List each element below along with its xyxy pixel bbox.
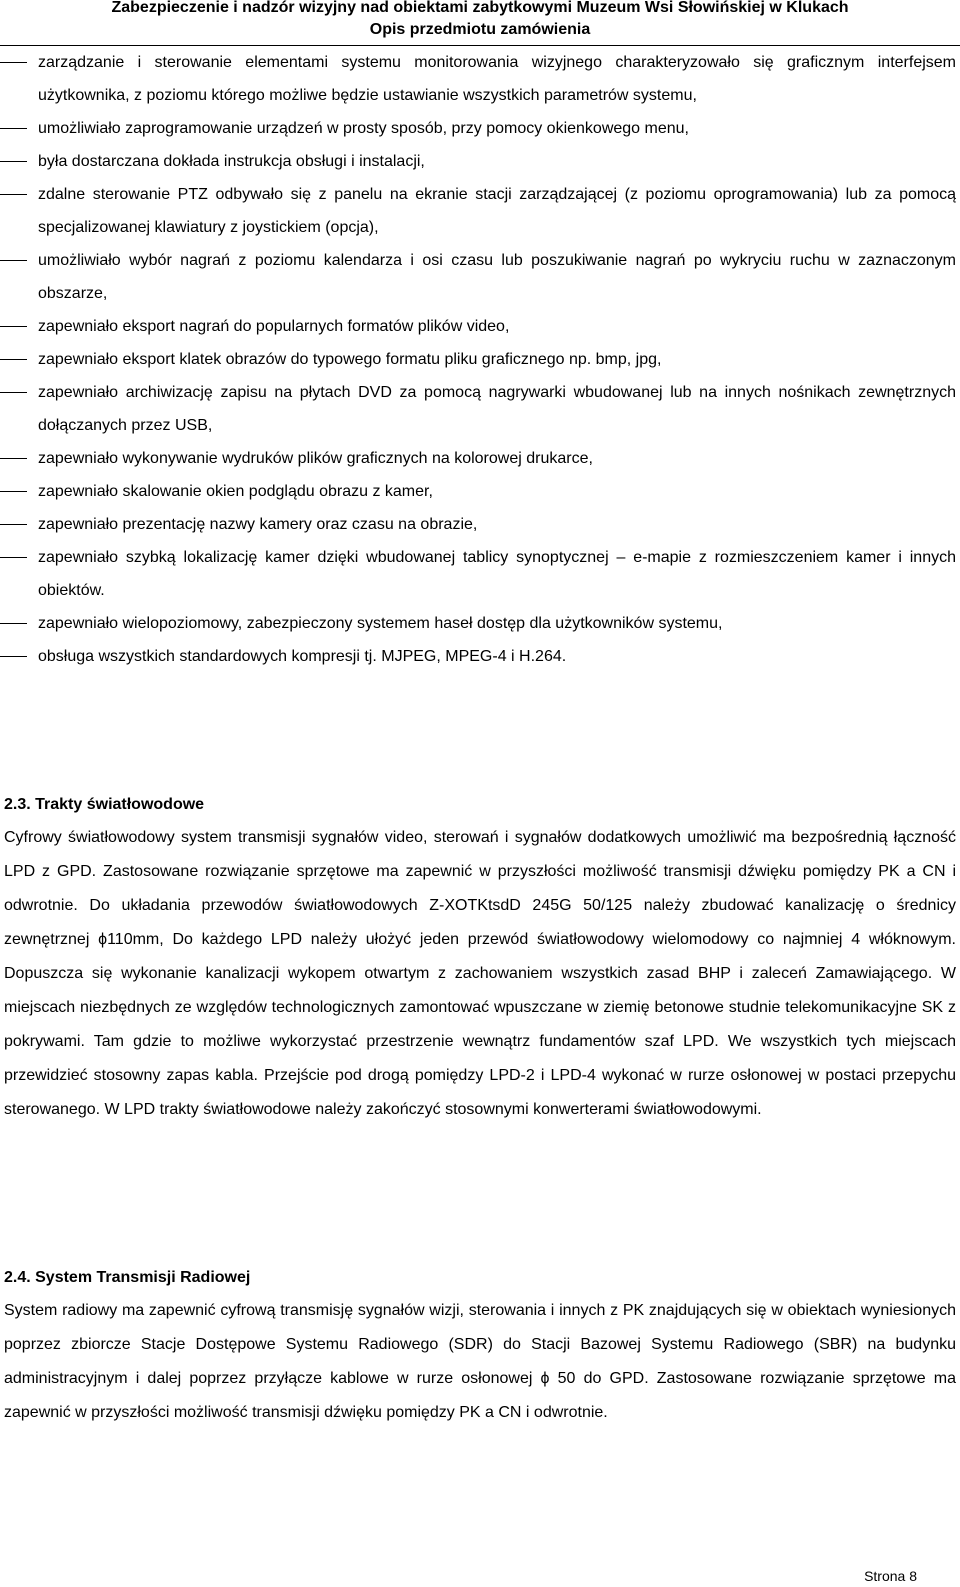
list-item: była dostarczana dokłada instrukcja obsługi i instalacji,	[0, 145, 956, 178]
section-body: System radiowy ma zapewnić cyfrową transmisję sygnałów wizji, sterowania i innych z PK znajdujących się w obiektach wyniesionych poprzez zbiorcze Stacje Dostępowe Systemu Radiowego (SDR) do Stacji Bazowej Systemu Radiowego (SBR) na budynku administracyjnym i dalej poprzez przyłącze kablowe w rurze osłonowej ϕ 50 do GPD. Zastosowane rozwiązanie sprzętowe ma zapewnić w przyszłości możliwość transmisji dźwięku pomiędzy PK a CN i odwrotnie.	[4, 1302, 956, 1421]
list-item: umożliwiało wybór nagrań z poziomu kalendarza i osi czasu lub poszukiwanie nagrań po wykryciu ruchu w zaznaczonym obszarze,	[0, 244, 956, 310]
list-item: zarządzanie i sterowanie elementami systemu monitorowania wizyjnego charakteryzowało się graficznym interfejsem użytkownika, z poziomu którego możliwe będzie ustawianie wszystkich parametrów systemu,	[0, 46, 956, 112]
dash-bullet	[0, 359, 27, 360]
dash-bullet	[0, 557, 27, 558]
document-title: Zabezpieczenie i nadzór wizyjny nad obiektami zabytkowymi Muzeum Wsi Słowińskiej w Klukach	[111, 0, 849, 16]
page-number: Strona 8	[864, 1568, 917, 1584]
dash-bullet	[0, 491, 27, 492]
requirements-list	[0, 46, 956, 673]
list-item: zapewniało wielopoziomowy, zabezpieczony systemem haseł dostęp dla użytkowników systemu,	[0, 607, 956, 640]
list-item: zapewniało archiwizację zapisu na płytach DVD za pomocą nagrywarki wbudowanej lub na innych nośnikach zewnętrznych dołączanych przez USB,	[0, 376, 956, 442]
section-trakty-swiatlowodowe	[4, 788, 956, 1127]
list-item: zapewniało wykonywanie wydruków plików graficznych na kolorowej drukarce,	[0, 442, 956, 475]
dash-bullet	[0, 458, 27, 459]
list-item: zapewniało szybką lokalizację kamer dzięki wbudowanej tablicy synoptycznej – e-mapie z rozmieszczeniem kamer i innych obiektów.	[0, 541, 956, 607]
dash-bullet	[0, 260, 27, 261]
list-item: obsługa wszystkich standardowych kompresji tj. MJPEG, MPEG-4 i H.264.	[0, 640, 956, 673]
list-item: zapewniało prezentację nazwy kamery oraz czasu na obrazie,	[0, 508, 956, 541]
dash-bullet	[0, 62, 27, 63]
dash-bullet	[0, 656, 27, 657]
section-heading: 2.3. Trakty światłowodowe	[4, 796, 205, 813]
dash-bullet	[0, 161, 27, 162]
dash-bullet	[0, 392, 27, 393]
list-item: zapewniało eksport nagrań do popularnych formatów plików video,	[0, 310, 956, 343]
document-subtitle: Opis przedmiotu zamówienia	[369, 21, 591, 38]
list-item: zapewniało skalowanie okien podglądu obrazu z kamer,	[0, 475, 956, 508]
list-item: zapewniało eksport klatek obrazów do typowego formatu pliku graficznego np. bmp, jpg,	[0, 343, 956, 376]
dash-bullet	[0, 194, 27, 195]
section-system-transmisji-radiowej	[4, 1261, 956, 1430]
section-body: Cyfrowy światłowodowy system transmisji sygnałów video, sterowań i sygnałów dodatkowych umożliwić ma bezpośrednią łączność LPD z GPD. Zastosowane rozwiązanie sprzętowe ma zapewnić w przyszłości możliwość transmisji dźwięku pomiędzy PK a CN i odwrotnie. Do układania przewodów światłowodowych Z-XOTKtsdD 245G 50/125 należy zbudować kanalizację o średnicy zewnętrznej ϕ110mm, Do każdego LPD należy ułożyć jeden przewód światłowodowy wielomodowy co najmniej 4 włóknowym. Dopuszcza się wykonanie kanalizacji wykopem otwartym z zachowaniem wszystkich zasad BHP i zaleceń Zamawiającego. W miejscach niezbędnych ze względów technologicznych zamontować wpuszczane w ziemię betonowe studnie telekomunikacyjne SK z pokrywami. Tam gdzie to możliwe wykorzystać przestrzenie wewnątrz fundamentów szaf LPD. We wszystkich tych miejscach przewidzieć stosowny zapas kabla. Przejście pod drogą pomiędzy LPD-2 i LPD-4 wykonać w rurze osłonowej w postaci przepychu sterowanego. W LPD trakty światłowodowe należy zakończyć stosownymi konwerterami światłowodowymi.	[4, 829, 956, 1118]
dash-bullet	[0, 623, 27, 624]
section-heading: 2.4. System Transmisji Radiowej	[4, 1269, 251, 1286]
dash-bullet	[0, 128, 27, 129]
list-item: umożliwiało zaprogramowanie urządzeń w prosty sposób, przy pomocy okienkowego menu,	[0, 112, 956, 145]
list-item: zdalne sterowanie PTZ odbywało się z panelu na ekranie stacji zarządzającej (z poziomu oprogramowania) lub za pomocą specjalizowanej klawiatury z joystickiem (opcja),	[0, 178, 956, 244]
dash-bullet	[0, 524, 27, 525]
dash-bullet	[0, 326, 27, 327]
